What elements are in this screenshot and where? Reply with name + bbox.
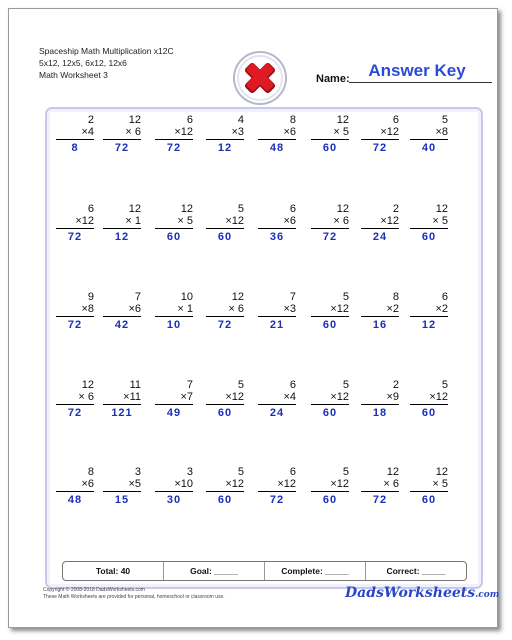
problem-3 — [145, 114, 193, 164]
answer: 24 — [269, 407, 285, 419]
multiplier: ×6 — [283, 126, 296, 138]
multiplicand: 11 — [129, 379, 141, 391]
multiplicand: 7 — [186, 379, 193, 391]
multiplicand: 12 — [435, 466, 448, 478]
multiplier: ×12 — [225, 391, 244, 403]
problem-28 — [196, 379, 244, 429]
answer: 60 — [322, 494, 338, 506]
answer: 72 — [217, 319, 233, 331]
problem-21 — [248, 291, 296, 341]
multiplicand: 9 — [87, 291, 94, 303]
answer: 48 — [67, 494, 83, 506]
problem-35 — [145, 466, 193, 516]
multiplicand: 5 — [342, 379, 349, 391]
multiplier: × 5 — [432, 215, 448, 227]
answer: 60 — [166, 231, 182, 243]
answer: 60 — [421, 231, 437, 243]
problem-36 — [196, 466, 244, 516]
multiplicand: 4 — [237, 114, 244, 126]
multiplier: ×3 — [283, 303, 296, 315]
answer-rule — [258, 491, 296, 492]
multiplier: ×6 — [128, 303, 141, 315]
answer: 12 — [114, 231, 130, 243]
problem-32 — [400, 379, 448, 429]
logo-suffix: .com — [475, 590, 500, 600]
multiplier: × 6 — [228, 303, 244, 315]
problem-38 — [301, 466, 349, 516]
multiplicand: 6 — [392, 114, 399, 126]
answer-rule — [206, 228, 244, 229]
multiplier: ×12 — [330, 478, 349, 490]
answer-rule — [311, 491, 349, 492]
answer-rule — [410, 316, 448, 317]
answer-rule — [103, 316, 141, 317]
multiplicand: 6 — [289, 379, 296, 391]
problem-11 — [145, 203, 193, 253]
problem-24 — [400, 291, 448, 341]
problem-39 — [351, 466, 399, 516]
multiplicand: 5 — [237, 379, 244, 391]
problem-22 — [301, 291, 349, 341]
problem-9 — [46, 203, 94, 253]
multiplier: × 5 — [333, 126, 349, 138]
answer-rule — [155, 316, 193, 317]
answer-rule — [103, 404, 141, 405]
problem-12 — [196, 203, 244, 253]
multiplicand: 12 — [336, 203, 349, 215]
multiplier: ×12 — [225, 478, 244, 490]
answer-rule — [155, 491, 193, 492]
problem-26 — [93, 379, 141, 429]
multiplicand: 6 — [441, 291, 448, 303]
answer: 42 — [114, 319, 130, 331]
answer-rule — [103, 228, 141, 229]
problem-40 — [400, 466, 448, 516]
answer: 8 — [71, 142, 79, 154]
answer-rule — [361, 491, 399, 492]
problem-27 — [145, 379, 193, 429]
multiplier: ×4 — [283, 391, 296, 403]
multiplier: ×6 — [283, 215, 296, 227]
multiplier: ×7 — [180, 391, 193, 403]
answer: 72 — [322, 231, 338, 243]
problems-frame — [45, 107, 483, 589]
answer: 15 — [114, 494, 130, 506]
multiplicand: 12 — [180, 203, 193, 215]
problem-10 — [93, 203, 141, 253]
answer-rule — [103, 491, 141, 492]
answer-rule — [155, 228, 193, 229]
answer: 18 — [372, 407, 388, 419]
multiplier: × 5 — [432, 478, 448, 490]
problem-16 — [400, 203, 448, 253]
usage-note: These Math Worksheets are provided for personal, homeschool or classroom use. — [43, 594, 225, 600]
total-count: Total: 40 — [63, 562, 164, 580]
problem-5 — [248, 114, 296, 164]
multiplier: ×4 — [81, 126, 94, 138]
answer: 60 — [322, 407, 338, 419]
answer: 60 — [322, 142, 338, 154]
multiplicand: 3 — [186, 466, 193, 478]
problem-7 — [351, 114, 399, 164]
multiplicand: 5 — [441, 114, 448, 126]
answer-rule — [206, 139, 244, 140]
problem-18 — [93, 291, 141, 341]
multiplier: ×12 — [380, 126, 399, 138]
answer: 60 — [217, 407, 233, 419]
multiplier: × 6 — [125, 126, 141, 138]
multiplier: × 6 — [333, 215, 349, 227]
name-label: Name: — [316, 73, 350, 85]
multiplicand: 8 — [87, 466, 94, 478]
answer: 72 — [114, 142, 130, 154]
multiplier: ×12 — [330, 391, 349, 403]
multiplier: ×12 — [330, 303, 349, 315]
answer: 12 — [217, 142, 233, 154]
answer: 21 — [269, 319, 285, 331]
multiplicand: 12 — [128, 114, 141, 126]
multiplicand: 7 — [134, 291, 141, 303]
answer-rule — [258, 139, 296, 140]
answer-rule — [103, 139, 141, 140]
multiplier: × 6 — [78, 391, 94, 403]
problem-13 — [248, 203, 296, 253]
answer: 121 — [111, 407, 133, 419]
answer-key-label: Answer Key — [368, 61, 466, 80]
problem-17 — [46, 291, 94, 341]
multiplicand: 6 — [87, 203, 94, 215]
answer: 60 — [217, 231, 233, 243]
multiplicand: 12 — [336, 114, 349, 126]
answer-rule — [56, 139, 94, 140]
multiplicand: 12 — [386, 466, 399, 478]
answer: 30 — [166, 494, 182, 506]
answer: 60 — [322, 319, 338, 331]
multiplier: ×12 — [277, 478, 296, 490]
multiplier: ×2 — [435, 303, 448, 315]
multiplicand: 6 — [289, 466, 296, 478]
answer: 24 — [372, 231, 388, 243]
multiplicand: 12 — [128, 203, 141, 215]
worksheet-title: Spaceship Math Multiplication x12C — [39, 46, 174, 56]
problem-1 — [46, 114, 94, 164]
answer-rule — [361, 139, 399, 140]
complete-field[interactable]: Complete: _____ — [265, 562, 366, 580]
multiplier: × 1 — [125, 215, 141, 227]
score-bar — [62, 561, 467, 581]
multiplicand: 5 — [441, 379, 448, 391]
multiplicand: 7 — [289, 291, 296, 303]
problem-33 — [46, 466, 94, 516]
answer: 60 — [421, 407, 437, 419]
answer-rule — [311, 228, 349, 229]
answer-rule — [361, 228, 399, 229]
multiplier: ×3 — [231, 126, 244, 138]
answer: 60 — [217, 494, 233, 506]
problem-2 — [93, 114, 141, 164]
answer-rule — [155, 404, 193, 405]
multiplicand: 5 — [342, 291, 349, 303]
answer-rule — [206, 316, 244, 317]
problem-15 — [351, 203, 399, 253]
multiplier: ×10 — [174, 478, 193, 490]
multiplicand: 6 — [289, 203, 296, 215]
answer-rule — [155, 139, 193, 140]
multiplicand: 6 — [186, 114, 193, 126]
problem-30 — [301, 379, 349, 429]
multiplicand: 3 — [134, 466, 141, 478]
worksheet-facts: 5x12, 12x5, 6x12, 12x6 — [39, 58, 127, 68]
answer-rule — [410, 228, 448, 229]
problem-8 — [400, 114, 448, 164]
name-field-line[interactable] — [349, 82, 492, 83]
multiplicand: 8 — [289, 114, 296, 126]
red-x-icon — [232, 50, 288, 106]
problem-23 — [351, 291, 399, 341]
site-logo[interactable] — [345, 585, 499, 601]
answer-rule — [56, 491, 94, 492]
answer-rule — [56, 228, 94, 229]
multiplicand: 12 — [231, 291, 244, 303]
problem-31 — [351, 379, 399, 429]
answer-rule — [311, 316, 349, 317]
worksheet-page — [8, 8, 498, 628]
answer-rule — [56, 404, 94, 405]
multiplicand: 5 — [342, 466, 349, 478]
answer-rule — [361, 404, 399, 405]
multiplicand: 2 — [392, 203, 399, 215]
multiplier: ×12 — [174, 126, 193, 138]
answer-rule — [258, 404, 296, 405]
answer: 72 — [67, 407, 83, 419]
answer-rule — [311, 404, 349, 405]
answer: 36 — [269, 231, 285, 243]
multiplicand: 5 — [237, 466, 244, 478]
answer: 72 — [372, 142, 388, 154]
multiplicand: 8 — [392, 291, 399, 303]
multiplicand: 12 — [81, 379, 94, 391]
correct-field[interactable]: Correct: _____ — [386, 566, 446, 576]
multiplier: ×11 — [123, 391, 141, 403]
multiplier: ×8 — [435, 126, 448, 138]
answer-rule — [410, 404, 448, 405]
answer-rule — [410, 139, 448, 140]
multiplicand: 10 — [180, 291, 193, 303]
copyright-line: Copyright © 2008-2018 DadsWorksheets.com — [43, 587, 145, 593]
answer: 72 — [372, 494, 388, 506]
multiplicand: 12 — [435, 203, 448, 215]
problem-25 — [46, 379, 94, 429]
goal-field[interactable]: Goal: _____ — [164, 562, 265, 580]
problem-34 — [93, 466, 141, 516]
multiplier: ×12 — [75, 215, 94, 227]
answer-rule — [258, 228, 296, 229]
worksheet-number: Math Worksheet 3 — [39, 70, 108, 80]
answer-rule — [361, 316, 399, 317]
answer: 60 — [421, 494, 437, 506]
multiplier: × 1 — [177, 303, 193, 315]
answer: 48 — [269, 142, 285, 154]
problem-4 — [196, 114, 244, 164]
answer-rule — [258, 316, 296, 317]
logo-main: DadsWorksheets — [345, 585, 476, 601]
multiplier: ×12 — [429, 391, 448, 403]
problem-20 — [196, 291, 244, 341]
multiplier: ×8 — [81, 303, 94, 315]
answer-rule — [311, 139, 349, 140]
multiplicand: 5 — [237, 203, 244, 215]
multiplier: × 6 — [383, 478, 399, 490]
answer: 72 — [269, 494, 285, 506]
answer: 16 — [372, 319, 388, 331]
problem-29 — [248, 379, 296, 429]
answer: 40 — [421, 142, 437, 154]
problem-6 — [301, 114, 349, 164]
answer-rule — [206, 491, 244, 492]
multiplier: ×12 — [225, 215, 244, 227]
answer: 49 — [166, 407, 182, 419]
answer: 72 — [67, 231, 83, 243]
answer-rule — [410, 491, 448, 492]
multiplier: ×9 — [386, 391, 399, 403]
multiplicand: 2 — [392, 379, 399, 391]
answer: 12 — [421, 319, 437, 331]
answer: 10 — [166, 319, 182, 331]
answer: 72 — [67, 319, 83, 331]
answer-rule — [56, 316, 94, 317]
problem-19 — [145, 291, 193, 341]
multiplicand: 2 — [87, 114, 94, 126]
answer: 72 — [166, 142, 182, 154]
multiplier: ×12 — [380, 215, 399, 227]
multiplier: ×5 — [128, 478, 141, 490]
multiplier: ×2 — [386, 303, 399, 315]
multiplier: × 5 — [177, 215, 193, 227]
multiplier: ×6 — [81, 478, 94, 490]
answer-rule — [206, 404, 244, 405]
problem-37 — [248, 466, 296, 516]
problem-14 — [301, 203, 349, 253]
